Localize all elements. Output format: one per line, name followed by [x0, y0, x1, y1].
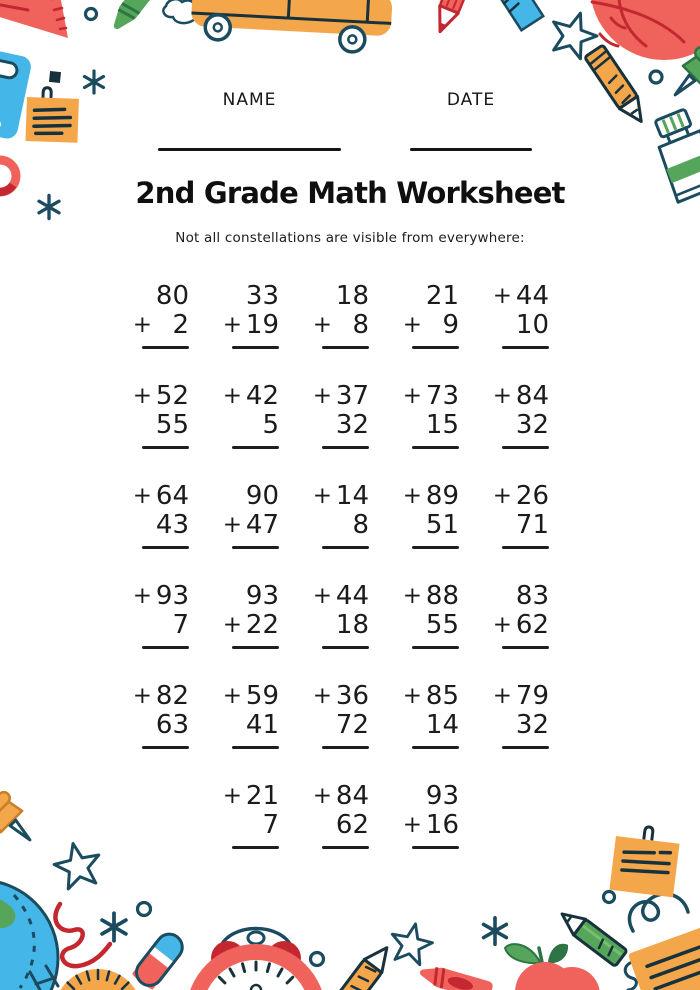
top-addend: 44	[515, 281, 549, 311]
bottom-addend: 32	[515, 710, 549, 740]
answer-line	[322, 446, 369, 449]
plus-sign: +	[312, 783, 332, 809]
empty-cell	[127, 782, 189, 882]
plus-sign: +	[492, 483, 512, 509]
answer-line	[502, 346, 549, 349]
dot-circle-icon	[604, 892, 615, 903]
plus-sign: +	[492, 383, 512, 409]
eraser-icon	[131, 929, 187, 990]
plus-sign: +	[402, 383, 422, 409]
top-addend: 93	[245, 581, 279, 611]
notepad-icon	[625, 917, 700, 990]
addition-problem	[487, 282, 549, 382]
top-addend: 83	[515, 581, 549, 611]
plus-sign: +	[492, 283, 512, 309]
bottom-addend: 5	[262, 410, 279, 440]
pencil-yellow-icon	[585, 45, 651, 128]
crayon-red-icon	[417, 962, 494, 990]
addition-problem	[127, 582, 189, 682]
ruler-blue-icon	[489, 0, 543, 30]
apple-icon	[505, 944, 600, 990]
answer-line	[502, 746, 549, 749]
answer-line	[232, 546, 279, 549]
addition-problem	[307, 282, 369, 382]
bottom-addend: 19	[245, 310, 279, 340]
plus-sign: +	[492, 683, 512, 709]
plus-sign: +	[222, 612, 242, 638]
squiggle-blue-icon	[629, 894, 688, 931]
bottom-addend: 16	[425, 810, 459, 840]
addition-problem	[127, 682, 189, 782]
bottom-addend: 62	[515, 610, 549, 640]
answer-line	[412, 346, 459, 349]
answer-line	[232, 746, 279, 749]
bottom-addend: 8	[352, 310, 369, 340]
date-field-label: DATE	[446, 90, 496, 110]
asterisk-icon	[85, 71, 104, 93]
addition-problem	[397, 582, 459, 682]
plus-sign: +	[312, 383, 332, 409]
top-addend: 52	[155, 381, 189, 411]
answer-line	[412, 446, 459, 449]
page-subtitle: Not all constellations are visible from everywhere:	[175, 230, 525, 246]
top-addend: 79	[515, 681, 549, 711]
name-field-label: NAME	[222, 90, 277, 110]
asterisk-icon	[102, 913, 126, 941]
problem-row	[127, 382, 549, 482]
addition-problem	[217, 282, 279, 382]
bottom-addend: 71	[515, 510, 549, 540]
plus-sign: +	[222, 312, 242, 338]
answer-line	[412, 546, 459, 549]
addition-problem	[487, 382, 549, 482]
problem-row	[127, 682, 549, 782]
protractor-icon	[54, 969, 142, 990]
plus-sign: +	[402, 583, 422, 609]
top-addend: 93	[425, 781, 459, 811]
answer-line	[232, 446, 279, 449]
addition-problem	[307, 682, 369, 782]
answer-line	[322, 846, 369, 849]
dot-circle-icon	[86, 9, 97, 20]
plus-sign: +	[402, 312, 422, 338]
dot-circle-icon	[138, 903, 151, 916]
problem-row	[127, 782, 549, 882]
plus-sign: +	[402, 483, 422, 509]
top-addend: 90	[245, 481, 279, 511]
addition-problem	[217, 482, 279, 582]
cloud-icon	[163, 0, 197, 23]
top-addend: 21	[425, 281, 459, 311]
alarm-clock-icon	[186, 929, 326, 990]
top-addend: 93	[155, 581, 189, 611]
plus-sign: +	[312, 583, 332, 609]
bottom-addend: 8	[352, 510, 369, 540]
plus-sign: +	[312, 312, 332, 338]
answer-line	[412, 846, 459, 849]
top-addend: 80	[155, 281, 189, 311]
addition-problem	[127, 382, 189, 482]
top-addend: 73	[425, 381, 459, 411]
name-write-line	[158, 148, 341, 151]
problems-grid	[127, 282, 549, 882]
bottom-addend: 43	[155, 510, 189, 540]
top-addend: 84	[335, 781, 369, 811]
top-addend: 42	[245, 381, 279, 411]
bottom-addend: 7	[262, 810, 279, 840]
bottom-addend: 18	[335, 610, 369, 640]
answer-line	[322, 546, 369, 549]
school-bus-icon	[190, 0, 393, 54]
answer-line	[142, 646, 189, 649]
top-addend: 44	[335, 581, 369, 611]
addition-problem	[487, 482, 549, 582]
crayon-green-icon	[107, 0, 168, 35]
bottom-addend: 32	[335, 410, 369, 440]
bottom-addend: 55	[155, 410, 189, 440]
addition-problem	[397, 382, 459, 482]
bottom-addend: 41	[245, 710, 279, 740]
plus-sign: +	[312, 683, 332, 709]
plus-sign: +	[312, 483, 332, 509]
problem-row	[127, 482, 549, 582]
top-addend: 82	[155, 681, 189, 711]
addition-problem	[217, 382, 279, 482]
top-addend: 33	[245, 281, 279, 311]
addition-problem	[397, 682, 459, 782]
bottom-addend: 14	[425, 710, 459, 740]
top-addend: 88	[425, 581, 459, 611]
dot-circle-icon	[650, 71, 662, 83]
plus-sign: +	[222, 383, 242, 409]
answer-line	[322, 646, 369, 649]
answer-line	[142, 546, 189, 549]
pencil-red-icon	[431, 0, 480, 35]
date-write-line	[410, 148, 532, 151]
top-addend: 64	[155, 481, 189, 511]
dot-circle-icon	[311, 953, 324, 966]
bottom-addend: 47	[245, 510, 279, 540]
addition-problem	[217, 582, 279, 682]
plus-sign: +	[222, 512, 242, 538]
addition-problem	[127, 282, 189, 382]
empty-cell	[487, 782, 549, 882]
addition-problem	[307, 482, 369, 582]
answer-line	[142, 446, 189, 449]
calculator-icon	[0, 48, 33, 141]
plus-sign: +	[132, 683, 152, 709]
plus-sign: +	[132, 583, 152, 609]
squiggle-red-icon	[55, 904, 110, 966]
top-addend: 26	[515, 481, 549, 511]
addition-problem	[487, 582, 549, 682]
plus-sign: +	[402, 683, 422, 709]
pencil-green-icon	[556, 906, 627, 967]
addition-problem	[397, 282, 459, 382]
addition-problem	[397, 482, 459, 582]
bottom-addend: 7	[172, 610, 189, 640]
push-pin-icon	[663, 45, 700, 107]
addition-problem	[217, 682, 279, 782]
addition-problem	[217, 782, 279, 882]
top-addend: 89	[425, 481, 459, 511]
bottom-addend: 32	[515, 410, 549, 440]
answer-line	[502, 546, 549, 549]
bottom-addend: 9	[442, 310, 459, 340]
black-square-icon	[49, 71, 61, 83]
addition-problem	[307, 382, 369, 482]
triangle-ruler-icon	[0, 0, 68, 38]
globe-icon	[0, 880, 58, 990]
answer-line	[322, 746, 369, 749]
star-icon	[545, 6, 602, 61]
answer-line	[412, 646, 459, 649]
problem-row	[127, 282, 549, 382]
bottom-addend: 55	[425, 610, 459, 640]
top-addend: 21	[245, 781, 279, 811]
plus-sign: +	[132, 483, 152, 509]
bottom-addend: 63	[155, 710, 189, 740]
bottom-addend: 62	[335, 810, 369, 840]
bottom-addend: 10	[515, 310, 549, 340]
top-addend: 36	[335, 681, 369, 711]
answer-line	[232, 646, 279, 649]
top-addend: 14	[335, 481, 369, 511]
addition-problem	[127, 482, 189, 582]
plus-sign: +	[132, 312, 152, 338]
plus-sign: +	[222, 783, 242, 809]
problem-row	[127, 582, 549, 682]
answer-line	[322, 346, 369, 349]
sticky-note-icon	[609, 823, 681, 897]
answer-line	[142, 746, 189, 749]
plus-sign: +	[402, 812, 422, 838]
page-title: 2nd Grade Math Worksheet	[135, 176, 565, 210]
addition-problem	[307, 582, 369, 682]
pencil-yellow-icon	[327, 941, 396, 990]
plus-sign: +	[132, 383, 152, 409]
star-icon	[387, 920, 435, 967]
bottom-addend: 51	[425, 510, 459, 540]
addition-problem	[487, 682, 549, 782]
star-icon	[51, 839, 105, 891]
answer-line	[502, 646, 549, 649]
answer-line	[232, 846, 279, 849]
bottom-addend: 15	[425, 410, 459, 440]
bottom-addend: 72	[335, 710, 369, 740]
top-addend: 59	[245, 681, 279, 711]
bottom-addend: 2	[172, 310, 189, 340]
bottom-addend: 22	[245, 610, 279, 640]
basketball-icon	[590, 0, 700, 60]
sticky-note-icon	[25, 87, 79, 143]
top-addend: 84	[515, 381, 549, 411]
addition-problem	[397, 782, 459, 882]
answer-line	[232, 346, 279, 349]
answer-line	[142, 346, 189, 349]
addition-problem	[307, 782, 369, 882]
asterisk-icon	[484, 918, 507, 944]
answer-line	[412, 746, 459, 749]
plus-sign: +	[492, 612, 512, 638]
top-addend: 37	[335, 381, 369, 411]
top-addend: 18	[335, 281, 369, 311]
push-pin-icon	[0, 790, 42, 852]
answer-line	[502, 446, 549, 449]
plus-sign: +	[222, 683, 242, 709]
top-addend: 85	[425, 681, 459, 711]
